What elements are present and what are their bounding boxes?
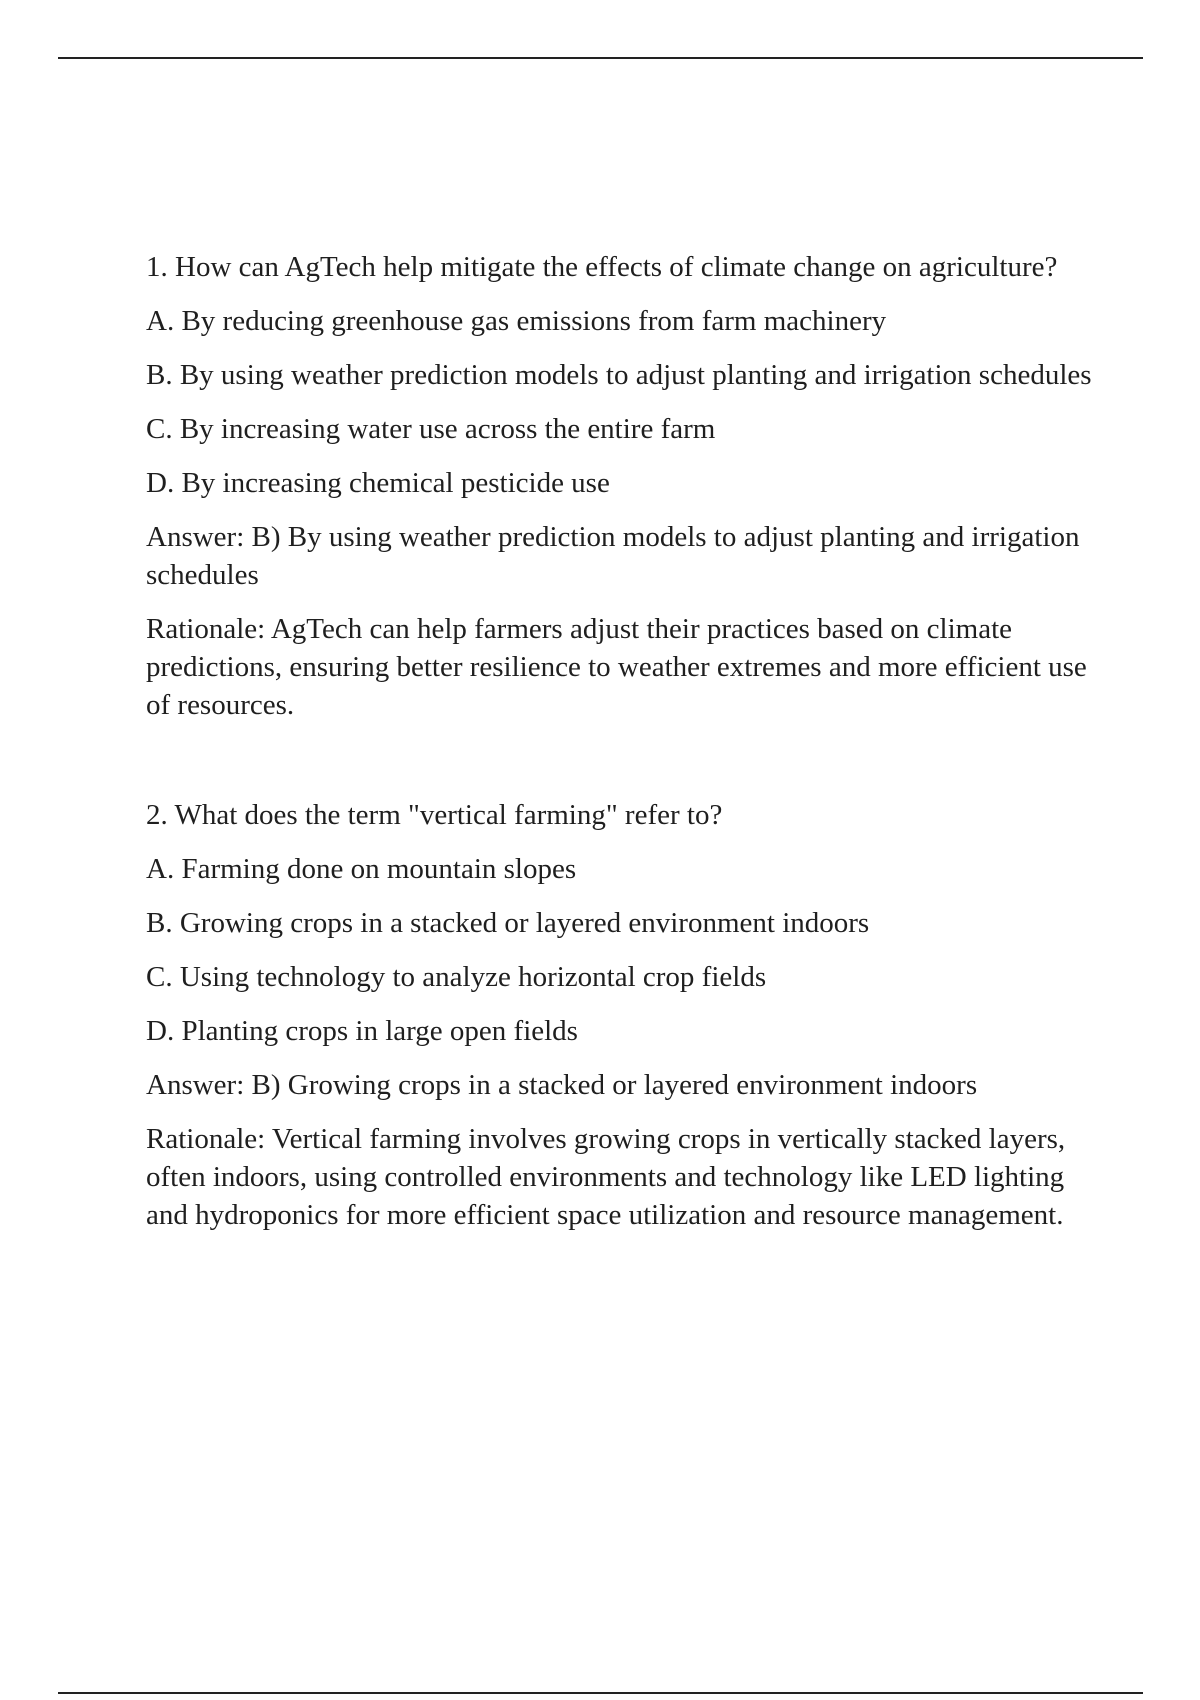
question-text: 1. How can AgTech help mitigate the effects of climate change on agriculture? [146,251,1058,283]
question-block-1 [146,248,1096,724]
header-rule [58,57,1143,59]
rationale-text: Rationale: AgTech can help farmers adjust their practices based on climate predictions, ensuring better resilience to weather extremes and more efficient use of resources. [146,613,1087,721]
answer-text: Answer: B) By using weather prediction models to adjust planting and irrigation schedules [146,521,1080,591]
option-c: C. By increasing water use across the entire farm [146,413,716,445]
answer-text: Answer: B) Growing crops in a stacked or layered environment indoors [146,1069,978,1101]
document-body [146,248,1096,1250]
option-a: A. By reducing greenhouse gas emissions from farm machinery [146,305,887,337]
option-c: C. Using technology to analyze horizontal crop fields [146,961,767,993]
option-b: B. Growing crops in a stacked or layered environment indoors [146,907,870,939]
option-d: D. Planting crops in large open fields [146,1015,578,1047]
question-text: 2. What does the term "vertical farming" refer to? [146,799,723,831]
option-a: A. Farming done on mountain slopes [146,853,577,885]
question-block-2 [146,796,1096,1234]
rationale-text: Rationale: Vertical farming involves growing crops in vertically stacked layers, often indoors, using controlled environments and technology like LED lighting and hydroponics for more efficient space utilization and resource management. [146,1123,1066,1231]
option-d: D. By increasing chemical pesticide use [146,467,610,499]
footer-rule [58,1692,1143,1694]
option-b: B. By using weather prediction models to adjust planting and irrigation schedules [146,359,1092,391]
